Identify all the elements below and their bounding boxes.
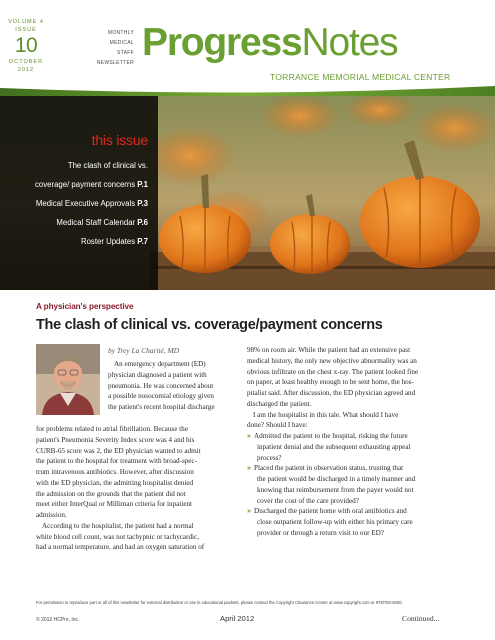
- text-line: discharged the patient.: [247, 399, 312, 408]
- text-line: I am the hospitalist in this tale. What should I have: [253, 410, 399, 419]
- hospital-name: TORRANCE MEMORIAL MEDICAL CENTER: [270, 72, 451, 82]
- bullet-icon: »: [247, 432, 251, 440]
- text-line: provider or through a return visit to our ED?: [257, 528, 384, 537]
- monthly-line: MEDICAL: [109, 40, 134, 46]
- text-line: trum intravenous antibiotics. However, after discussion: [36, 468, 194, 476]
- issue-label: ISSUE: [15, 27, 37, 33]
- text-line: for problems related to atrial fibrillation. Because the: [36, 425, 188, 433]
- issue-month: OCTOBER: [8, 59, 44, 65]
- toc-heading: this issue: [91, 132, 148, 148]
- text-line: the patient would be discharged in a timely manner and: [257, 475, 416, 483]
- text-line: admission.: [36, 511, 67, 519]
- text-line: done? Should I have:: [247, 421, 308, 430]
- text-line: had a normal temperature, and had an oxygen saturation of: [36, 543, 205, 552]
- article-byline: by Trey La Charité, MD: [108, 346, 179, 355]
- text-line: meet either InterQual or Milliman criteria for inpatient: [36, 500, 193, 509]
- text-line: white blood cell count, was not tachypnic or tachycardic,: [36, 532, 199, 541]
- toc-item[interactable]: The clash of clinical vs.: [67, 161, 148, 170]
- toc-item[interactable]: Medical Executive Approvals P.3: [35, 199, 148, 208]
- title-bold: Progress: [142, 21, 302, 64]
- text-line: physician diagnosed a patient with: [108, 370, 207, 379]
- article-headline: The clash of clinical vs. coverage/payment concerns: [36, 317, 383, 333]
- bullet-icon: »: [247, 507, 251, 516]
- text-line: 98% on room air. While the patient had an extensive past: [247, 346, 411, 354]
- text-line: pneumonia. He was concerned about: [108, 381, 214, 390]
- bullet-icon: »: [247, 464, 251, 473]
- bullet-item: » Discharged the patient home with oral antibiotics and: [247, 507, 407, 516]
- bullet-item: » Placed the patient in observation status, trusting that: [247, 464, 404, 473]
- toc-item[interactable]: coverage/ payment concerns P.1: [35, 180, 148, 189]
- text-line: medical history, the only new objective abnormality was an: [247, 356, 417, 365]
- article-kicker: A physician's perspective: [36, 302, 134, 311]
- toc-item[interactable]: Medical Staff Calendar P.6: [56, 218, 148, 227]
- copyright: © 2012 HCPro, Inc.: [36, 617, 80, 623]
- text-line: CURB-65 score was 2, the ED physician wanted to admit: [36, 446, 201, 455]
- permission-notice: For permission to reproduce part or all of this newsletter for external distribution or use in educational packets, please contact the Copyright Clearance Center at www.copyright.com or 978/750-8400.: [36, 600, 403, 605]
- text-line: the patient's recent hospital discharge: [108, 403, 215, 411]
- text-line: inpatient denial and the subsequent exhausting appeal: [257, 442, 411, 451]
- title-light: Notes: [301, 21, 398, 64]
- issue-year: 2012: [17, 67, 35, 73]
- article-column-left: [36, 424, 226, 553]
- toc-item[interactable]: Roster Updates P.7: [80, 237, 148, 246]
- text-line: with the ED physician, the admitting hospitalist denied: [36, 478, 194, 487]
- text-line: cover the cost of the care provided?: [257, 496, 359, 505]
- text-line: process?: [257, 453, 282, 462]
- issue-date: April 2012: [220, 614, 255, 623]
- text-line: pitalist said. After discussion, the ED physician agreed and: [247, 389, 416, 397]
- text-line: patient's Pneumonia Severity Index score was 4 and his: [36, 435, 195, 444]
- text-line: An emergency department (ED): [114, 360, 206, 368]
- newsletter-type: [96, 28, 134, 68]
- monthly-line: STAFF: [117, 50, 134, 56]
- article-intro: [108, 359, 220, 413]
- issue-box: [0, 18, 52, 74]
- text-line: on paper, at least healthy enough to be sent home, the hos-: [247, 378, 414, 387]
- monthly-line: MONTHLY: [107, 30, 134, 36]
- hero-image: [0, 96, 495, 290]
- text-line: According to the hospitalist, the patient had a normal: [42, 521, 194, 530]
- masthead: [0, 0, 495, 96]
- text-line: knowing that reimbursement from the payer would not: [257, 485, 414, 494]
- continued-label: Continued...: [402, 614, 440, 623]
- table-of-contents: [0, 96, 158, 290]
- text-line: the patient to the hospital for treatment with broad-spec-: [36, 457, 198, 466]
- text-line: a possible nosocomial etiology given: [108, 392, 214, 401]
- issue-number: 10: [14, 34, 38, 57]
- monthly-line: NEWSLETTER: [96, 60, 134, 66]
- article-column-right: [247, 345, 452, 539]
- text-line: close outpatient follow-up with either his primary care: [257, 518, 413, 526]
- newsletter-title: [142, 21, 397, 65]
- bullet-item: » Admitted the patient to the hospital, risking the future: [247, 432, 408, 440]
- text-line: obvious infiltrate on the chest x-ray. The patient looked fine: [247, 367, 419, 376]
- text-line: the admission on the grounds that the patient did not: [36, 489, 186, 498]
- volume-label: VOLUME 4: [8, 19, 44, 25]
- author-photo: [36, 344, 100, 415]
